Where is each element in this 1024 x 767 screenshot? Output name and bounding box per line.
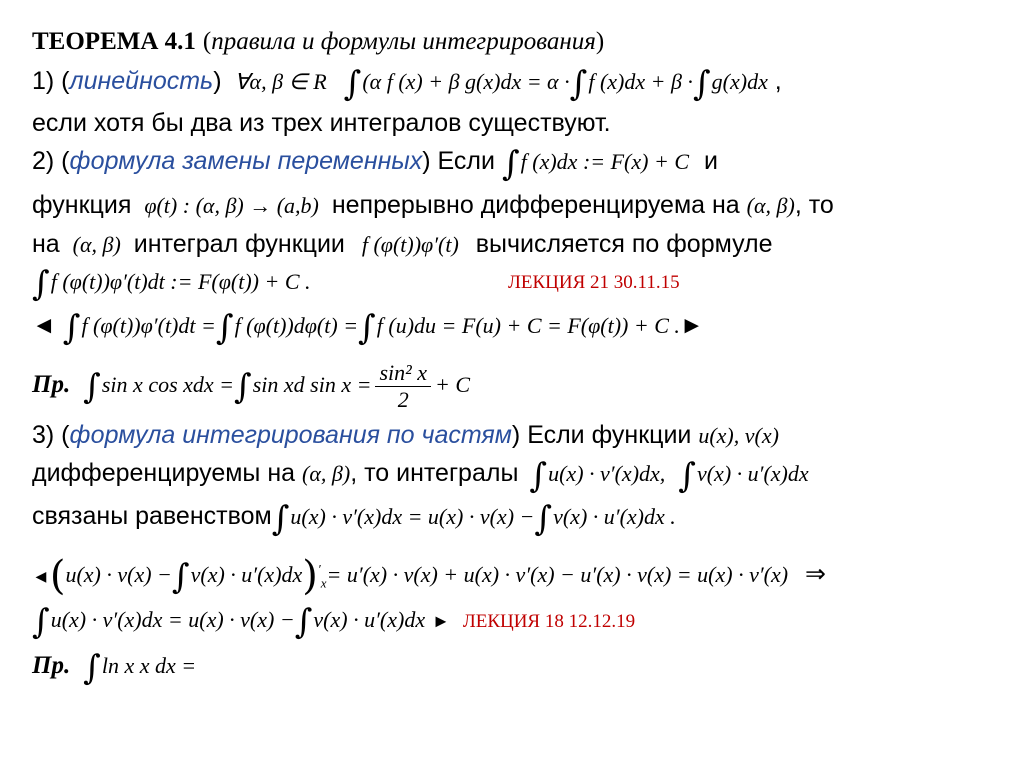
item2-line xyxy=(32,144,718,184)
item3-int1: u(x) · v′(x)dx, xyxy=(548,461,666,486)
integral-icon: ∫ xyxy=(534,499,553,539)
integral-icon: ∫ xyxy=(83,648,101,688)
example-label: Пр. xyxy=(32,371,71,398)
item2-definition: f (x)dx := F(x) + C xyxy=(520,149,689,174)
item2-diff-text: непрерывно дифференцируема на xyxy=(331,191,740,219)
item2-number: 2) ( xyxy=(32,147,70,175)
item3-close: ) xyxy=(511,421,521,449)
item3-related: связаны равенством xyxy=(32,502,272,530)
item2-proof-a: f (φ(t))φ′(t)dt = xyxy=(81,313,216,338)
item3-eq-b: v(x) · u′(x)dx . xyxy=(553,504,676,529)
integral-icon: ∫ xyxy=(234,367,252,407)
item2-example-a: sin x cos xdx = xyxy=(101,372,235,397)
item2-close: ) xyxy=(422,147,431,175)
item2-function-line xyxy=(32,190,834,221)
integral-icon: ∫ xyxy=(62,308,81,348)
integral-icon: ∫ xyxy=(358,308,376,348)
item2-example-b: sin xd sin x = xyxy=(252,372,372,397)
item2-and: и xyxy=(703,147,718,175)
item1-name: линейность xyxy=(69,67,214,95)
integral-icon: ∫ xyxy=(32,264,50,304)
prime-subscript: x xyxy=(320,575,327,591)
item3-then-integrals: , то интегралы xyxy=(350,459,519,487)
item1-formula-c: g(x)dx xyxy=(711,69,768,94)
item3-proof-b: v(x) · u′(x)dx xyxy=(190,562,303,588)
item3-name: формула интегрирования по частям xyxy=(69,421,512,449)
item3-proof-line: ◄(u(x) · $v(x) -\int v(x) \cdot u'(x)dx)'_x= u'(x) \cdot v(x) + u(x) \cdot v'(x) - u'(x) \cdot v(x) = u(x) \cdot v'(x)$ ⇒ xyxy=(32,553,826,600)
item1-formula: (α f (x) + β g(x)dx = α · xyxy=(362,69,570,94)
integral-icon: ∫ xyxy=(32,602,50,642)
integral-icon: ∫ xyxy=(83,367,101,407)
item2-name: формула замены переменных xyxy=(69,147,423,175)
theorem-title: ТЕОРЕМА 4.1 xyxy=(32,28,196,55)
item3-example: ln x x dx = xyxy=(101,653,197,678)
integral-icon: ∫ xyxy=(678,456,696,496)
item1-line xyxy=(32,64,782,104)
paren-open: ( xyxy=(202,28,212,55)
item2-integral-line xyxy=(32,229,773,260)
proof-end-icon: ► xyxy=(432,611,450,631)
theorem-subtitle: правила и формулы интегрирования xyxy=(211,28,596,55)
item2-if: Если xyxy=(437,147,495,175)
item3-proof-c: = u′(x) · v(x) + u(x) · v′(x) − u′(x) · v(x) = u(x) · v′(x) xyxy=(326,562,789,588)
item2-computed-text: вычисляется по формуле xyxy=(475,230,773,258)
item3-proof-a: u(x) · v(x) − xyxy=(65,562,172,588)
item3-if-funcs: Если функции xyxy=(527,421,692,449)
item2-func-word: функция xyxy=(32,191,132,219)
proof-end-icon: ► xyxy=(679,312,704,339)
item3-number: 3) ( xyxy=(32,421,70,449)
integral-icon: ∫ xyxy=(692,64,711,104)
item1-tail: , xyxy=(774,67,782,95)
paren-close-icon: ) xyxy=(302,553,318,600)
fraction xyxy=(375,360,431,413)
item3-result-line xyxy=(32,602,636,642)
item2-example-line xyxy=(32,357,470,414)
item3-funcs: u(x), v(x) xyxy=(698,423,779,448)
item2-phi-map: φ(t) : (α, β) → (a,b) xyxy=(144,193,319,218)
paren-open-icon: ( xyxy=(49,553,66,600)
lecture-21-label: ЛЕКЦИЯ 21 30.11.15 xyxy=(508,272,680,293)
lecture-18-label: ЛЕКЦИЯ 18 12.12.19 xyxy=(462,611,636,632)
fraction-denominator: 2 xyxy=(397,387,409,413)
integral-icon: ∫ xyxy=(569,64,588,104)
item2-interval2: (α, β) xyxy=(72,232,121,257)
theorem-title-line xyxy=(32,26,604,57)
item3-diff-on: дифференцируемы на xyxy=(32,459,296,487)
paren-close: ) xyxy=(595,28,605,55)
item2-interval: (α, β) xyxy=(746,193,795,218)
item3-res-b: v(x) · u′(x)dx xyxy=(313,607,426,632)
item3-example-line xyxy=(32,648,197,688)
item2-na: на xyxy=(32,230,60,258)
implies-icon: ⇒ xyxy=(805,560,826,589)
integral-icon: ∫ xyxy=(171,557,190,598)
item1-number: 1) ( xyxy=(32,67,70,95)
item2-func-expr: f (φ(t))φ′(t) xyxy=(361,232,459,257)
item1-formula-b: f (x)dx + β · xyxy=(588,69,693,94)
item3-line xyxy=(32,420,779,451)
integral-icon: ∫ xyxy=(271,499,290,539)
item2-formula: f (φ(t))φ′(t)dt := F(φ(t)) + C . xyxy=(50,269,311,294)
integral-icon: ∫ xyxy=(215,308,234,348)
item2-proof-c: f (u)du = F(u) + C = F(φ(t)) + C . xyxy=(376,313,680,338)
example-label: Пр. xyxy=(32,652,71,679)
integral-icon: ∫ xyxy=(529,456,548,496)
item2-formula-line xyxy=(32,264,680,304)
integral-icon: ∫ xyxy=(501,144,520,184)
item1-close: ) xyxy=(213,67,222,95)
item3-int2: v(x) · u′(x)dx xyxy=(696,461,809,486)
item3-eq-a: u(x) · v′(x)dx = u(x) · v(x) − xyxy=(290,504,535,529)
item3-interval: (α, β) xyxy=(302,461,351,486)
proof-start-icon: ◄ xyxy=(32,312,56,339)
item2-integral-text: интеграл функции xyxy=(133,230,345,258)
item2-example-c: + C xyxy=(435,372,471,397)
item1-condition: если хотя бы два из трех интегралов существуют. xyxy=(32,109,611,137)
item2-proof-line xyxy=(32,308,704,348)
item3-diff-line xyxy=(32,456,809,496)
item1-quantifier: ∀α, β ∈ R xyxy=(234,69,327,94)
item3-related-line xyxy=(32,499,676,539)
item2-proof-b: f (φ(t))dφ(t) = xyxy=(234,313,359,338)
integral-icon: ∫ xyxy=(343,64,362,104)
item3-res-a: u(x) · v′(x)dx = u(x) · v(x) − xyxy=(50,607,295,632)
item2-comma-to: , то xyxy=(794,191,834,219)
fraction-numerator: sin² x xyxy=(375,360,431,387)
proof-start-icon: ◄ xyxy=(32,566,50,587)
integral-icon: ∫ xyxy=(294,602,313,642)
